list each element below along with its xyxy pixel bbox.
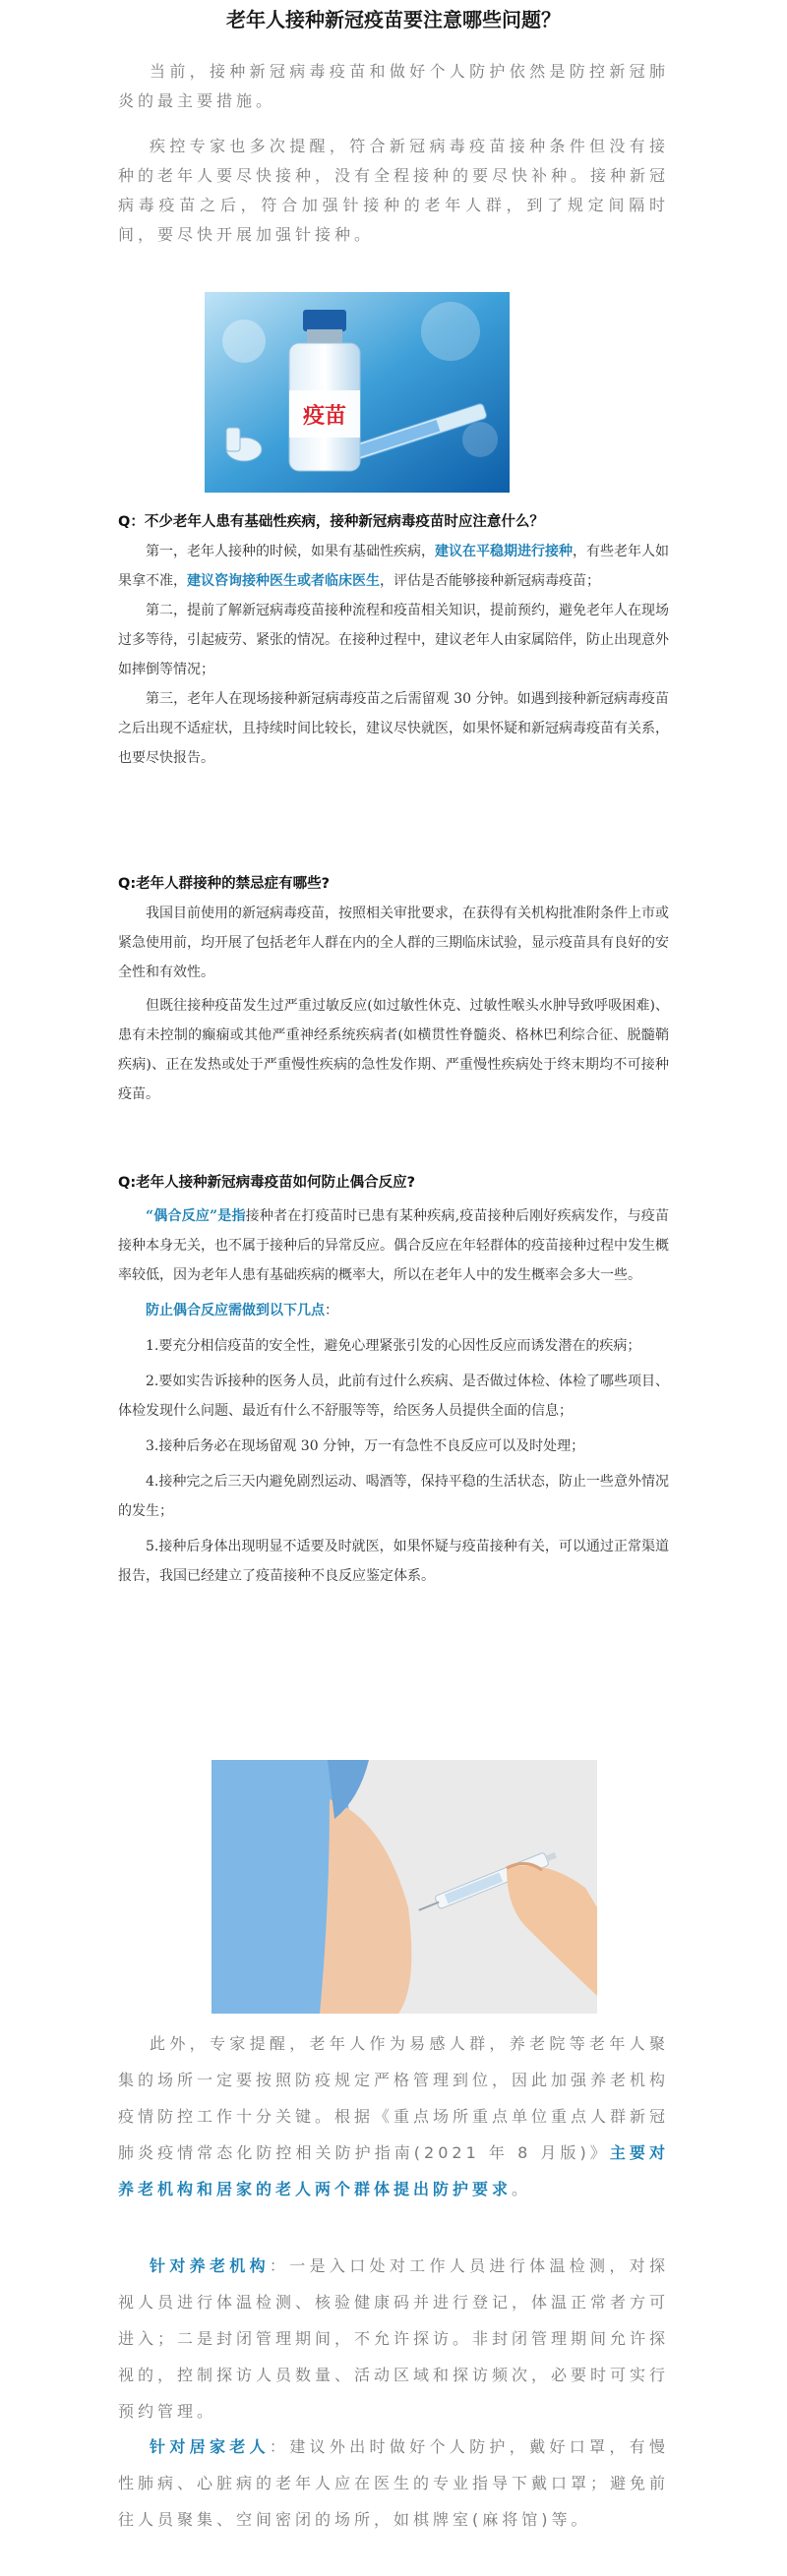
outro-highlight-3: 针对居家老人	[150, 2437, 270, 2456]
q1-paragraph-3: 第三，老年人在现场接种新冠病毒疫苗之后需留观 30 分钟。如遇到接种新冠病毒疫苗之后出现不适症状，且持续时间比较长，建议尽快就医，如果怀疑和新冠病毒疫苗有关系，也要尽快报告。	[118, 691, 669, 766]
vaccine-image	[205, 292, 510, 493]
q1-p1-text-a: 第一，老年人接种的时候，如果有基础性疾病，	[146, 544, 435, 559]
outro-p1-text-a: 此外，专家提醒，老年人作为易感人群，养老院等老年人聚集的场所一定要按照防疫规定严格管理到位，因此加强养老机构疫情防控工作十分关键。根据《重点场所重点单位重点人群新冠肺炎疫情常态化防控相关防护指南(2021 年 8 月版)》	[118, 2034, 670, 2162]
q1-paragraph-1	[118, 537, 669, 596]
q1-highlight-1: 建议在平稳期进行接种	[435, 544, 573, 559]
q3-section	[118, 1168, 669, 1591]
outro-p1-text-b: 。	[512, 2180, 532, 2198]
outro-highlight-2: 针对养老机构	[150, 2256, 270, 2275]
article-title: 老年人接种新冠疫苗要注意哪些问题？	[226, 8, 561, 31]
q1-p1-text-c: ，评估是否能够接种新冠病毒疫苗；	[380, 573, 600, 589]
q3-item-1: 1.要充分相信疫苗的安全性，避免心理紧张引发的心因性反应而诱发潜在的疾病；	[146, 1338, 641, 1354]
q3-highlight: “偶合反应”是指	[146, 1208, 246, 1224]
q3-item-5: 5.接种后身体出现明显不适要及时就医，如果怀疑与疫苗接种有关，可以通过正常渠道报告，我国已经建立了疫苗接种不良反应鉴定体系。	[118, 1539, 669, 1584]
q3-question: Q:老年人接种新冠病毒疫苗如何防止偶合反应?	[118, 1175, 416, 1191]
outro-highlight-1: 主要对养老机构和居家的老人两个群体提出防护要求	[118, 2143, 669, 2198]
injection-photo	[212, 1760, 597, 2014]
q2-question: Q:老年人群接种的禁忌症有哪些?	[118, 876, 331, 892]
q2-section	[118, 869, 669, 1109]
q1-highlight-2: 建议咨询接种医生或者临床医生	[187, 573, 380, 589]
outro-paragraph-3	[118, 2429, 669, 2538]
outro-p2-text: ：一是入口处对工作人员进行体温检测，对探视人员进行体温检测、核验健康码并进行登记，体温正常者方可进入；二是封闭管理期间，不允许探访。非封闭管理期间允许探视的，控制探访人员数量、活动区域和探访频次，必要时可实行预约管理。	[118, 2256, 670, 2421]
q2-paragraph-2: 但既往接种疫苗发生过严重过敏反应(如过敏性休克、过敏性喉头水肿导致呼吸困难)、患有未控制的癫痫或其他严重神经系统疾病者(如横贯性脊髓炎、格林巴利综合征、脱髓鞘疾病)、正在发热或处于严重慢性疾病的急性发作期、严重慢性疾病处于终末期均不可接种疫苗。	[118, 998, 669, 1102]
q3-subhead-text: 防止偶合反应需做到以下几点	[146, 1303, 325, 1318]
q1-paragraph-2: 第二，提前了解新冠病毒疫苗接种流程和疫苗相关知识，提前预约，避免老年人在现场过多等待，引起疲劳、紧张的情况。在接种过程中，建议老年人由家属陪伴，防止出现意外如摔倒等情况；	[118, 603, 669, 677]
intro-paragraph-2: 疾控专家也多次提醒，符合新冠病毒疫苗接种条件但没有接种的老年人要尽快接种，没有全程接种的要尽快补种。接种新冠病毒疫苗之后，符合加强针接种的老年人群，到了规定间隔时间，要尽快开展加强针接种。	[118, 137, 670, 244]
q2-paragraph-1: 我国目前使用的新冠病毒疫苗，按照相关审批要求，在获得有关机构批准附条件上市或紧急使用前，均开展了包括老年人群在内的全人群的三期临床试验，显示疫苗具有良好的安全性和有效性。	[118, 906, 669, 980]
q3-item-2: 2.要如实告诉接种的医务人员，此前有过什么疾病、是否做过体检、体检了哪些项目、体检发现什么问题、最近有什么不舒服等等，给医务人员提供全面的信息；	[118, 1374, 669, 1419]
q3-item-4: 4.接种完之后三天内避免剧烈运动、喝酒等，保持平稳的生活状态，防止一些意外情况的发生；	[118, 1474, 669, 1519]
q1-section	[118, 507, 669, 773]
intro-paragraph-1: 当前，接种新冠病毒疫苗和做好个人防护依然是防控新冠肺炎的最主要措施。	[118, 62, 669, 110]
outro-p3-text: ：建议外出时做好个人防护，戴好口罩，有慢性肺病、心脏病的老年人应在医生的专业指导下戴口罩；避免前往人员聚集、空间密闭的场所，如棋牌室(麻将馆)等。	[118, 2437, 670, 2529]
q1-p1-text-b: ，有些老年人如果拿不准，	[118, 544, 669, 589]
q3-p1-text: 接种者在打疫苗时已患有某种疾病,疫苗接种后刚好疾病发作，与疫苗接种本身无关，也不属于接种后的异常反应。偶合反应在年轻群体的疫苗接种过程中发生概率较低，因为老年人患有基础疾病的概率大，所以在老年人中的发生概率会多大一些。	[118, 1208, 669, 1283]
outro-paragraph-2	[118, 2248, 669, 2430]
outro-paragraph-1	[118, 2025, 669, 2207]
vaccine-label: 疫苗	[302, 404, 347, 429]
q3-paragraph-1	[118, 1201, 669, 1290]
q3-subhead-colon: ：	[325, 1303, 338, 1318]
q3-item-3: 3.接种后务必在现场留观 30 分钟，万一有急性不良反应可以及时处理；	[146, 1438, 585, 1454]
q3-subhead	[118, 1296, 669, 1325]
q1-question: Q：不少老年人患有基础性疾病，接种新冠病毒疫苗时应注意什么？	[118, 514, 544, 530]
